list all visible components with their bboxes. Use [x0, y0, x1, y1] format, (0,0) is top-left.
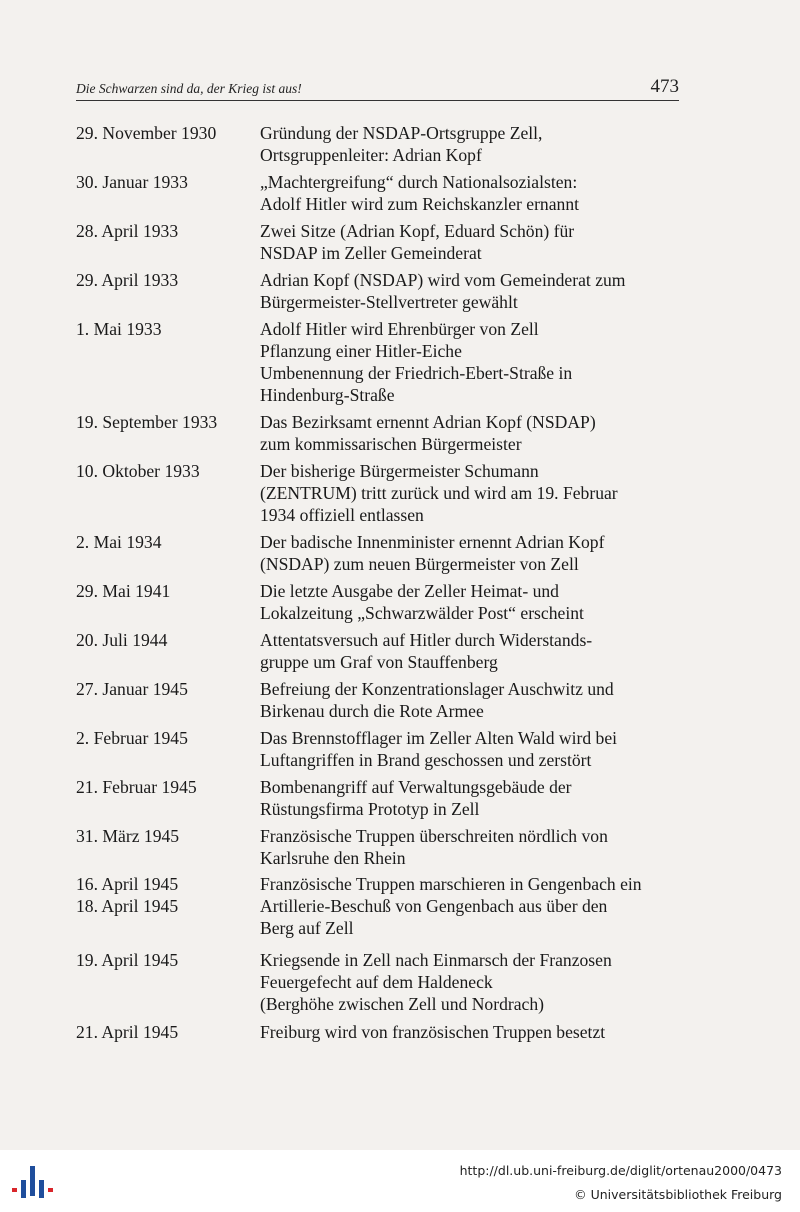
timeline-entry [76, 776, 706, 820]
entry-date: 27. Januar 1945 [76, 679, 188, 699]
timeline-entry [76, 269, 706, 313]
entry-description-line: Lokalzeitung „Schwarzwälder Post“ erscheint [260, 603, 584, 623]
entry-description [260, 318, 706, 406]
entry-description-line: (Berghöhe zwischen Zell und Nordrach) [260, 994, 545, 1014]
running-title: Die Schwarzen sind da, der Krieg ist aus! [76, 81, 302, 96]
footer [0, 1150, 800, 1212]
entry-description-line: (ZENTRUM) tritt zurück und wird am 19. Februar [260, 483, 618, 503]
entry-description [260, 727, 706, 771]
entry-description-line: Feuergefecht auf dem Haldeneck [260, 972, 493, 992]
entry-date: 21. Februar 1945 [76, 777, 197, 797]
entry-description-line: Adrian Kopf (NSDAP) wird vom Gemeinderat zum [260, 270, 626, 290]
entry-description [260, 895, 706, 939]
timeline-entry [76, 629, 706, 673]
entry-date: 19. April 1945 [76, 950, 179, 970]
entry-description-line: Das Brennstofflager im Zeller Alten Wald wird bei [260, 728, 618, 748]
timeline-entry [76, 895, 706, 939]
entry-date: 10. Oktober 1933 [76, 461, 200, 481]
entry-description-line: Befreiung der Konzentrationslager Auschwitz und [260, 679, 614, 699]
entry-description-line: Gründung der NSDAP-Ortsgruppe Zell, [260, 123, 543, 143]
entry-description-line: Freiburg wird von französischen Truppen besetzt [260, 1022, 606, 1042]
entry-date: 31. März 1945 [76, 826, 180, 846]
entry-description-line: Die letzte Ausgabe der Zeller Heimat- und [260, 581, 559, 601]
timeline-entry [76, 949, 706, 1015]
entry-date: 28. April 1933 [76, 221, 179, 241]
entry-description [260, 776, 706, 820]
entry-description-line: zum kommissarischen Bürgermeister [260, 434, 522, 454]
entry-description-line: Bürgermeister-Stellvertreter gewählt [260, 292, 518, 312]
entry-date: 29. Mai 1941 [76, 581, 171, 601]
entry-date: 2. Mai 1934 [76, 532, 162, 552]
entry-description-line: Zwei Sitze (Adrian Kopf, Eduard Schön) für [260, 221, 575, 241]
entry-description-line: (NSDAP) zum neuen Bürgermeister von Zell [260, 554, 579, 574]
entry-description-line: Der badische Innenminister ernennt Adrian Kopf [260, 532, 605, 552]
entry-description-line: Attentatsversuch auf Hitler durch Widerstands- [260, 630, 593, 650]
timeline-entry [76, 411, 706, 455]
entry-description [260, 220, 706, 264]
entry-description-line: Das Bezirksamt ernennt Adrian Kopf (NSDAP) [260, 412, 596, 432]
copyright-text: © Universitätsbibliothek Freiburg [574, 1187, 782, 1202]
entry-description-line: NSDAP im Zeller Gemeinderat [260, 243, 482, 263]
timeline-entry [76, 531, 706, 575]
entry-description-line: Französische Truppen marschieren in Gengenbach ein [260, 874, 642, 894]
entry-date: 20. Juli 1944 [76, 630, 168, 650]
timeline-entry [76, 678, 706, 722]
timeline-entry [76, 171, 706, 215]
running-head [76, 76, 679, 101]
timeline-entry [76, 580, 706, 624]
entry-date: 16. April 1945 [76, 874, 179, 894]
timeline-entry [76, 825, 706, 869]
entry-date: 2. Februar 1945 [76, 728, 188, 748]
entry-description [260, 949, 706, 1015]
page-number: 473 [650, 76, 679, 97]
entry-description-line: Bombenangriff auf Verwaltungsgebäude der [260, 777, 572, 797]
entry-description [260, 269, 706, 313]
timeline-entry [76, 727, 706, 771]
timeline-entry [76, 1021, 706, 1043]
entry-description [260, 1021, 706, 1043]
entry-description-line: Adolf Hitler wird Ehrenbürger von Zell [260, 319, 539, 339]
entry-description-line: Kriegsende in Zell nach Einmarsch der Franzosen [260, 950, 612, 970]
entry-description-line: Rüstungsfirma Prototyp in Zell [260, 799, 480, 819]
entry-description-line: 1934 offiziell entlassen [260, 505, 424, 525]
entry-date: 1. Mai 1933 [76, 319, 162, 339]
entry-description [260, 411, 706, 455]
entry-description [260, 460, 706, 526]
entry-description [260, 122, 706, 166]
entry-description [260, 678, 706, 722]
entry-description-line: Luftangriffen in Brand geschossen und zerstört [260, 750, 592, 770]
entry-description-line: Berg auf Zell [260, 918, 354, 938]
entry-date: 18. April 1945 [76, 896, 179, 916]
source-url-link[interactable]: http://dl.ub.uni-freiburg.de/diglit/ortenau2000/0473 [459, 1163, 782, 1178]
timeline-entry [76, 220, 706, 264]
ub-freiburg-logo-icon[interactable] [10, 1162, 54, 1202]
entry-description-line: Französische Truppen überschreiten nördlich von [260, 826, 608, 846]
timeline-entry [76, 122, 706, 166]
entry-date: 19. September 1933 [76, 412, 218, 432]
timeline-entry [76, 873, 706, 895]
chronology-list [76, 122, 706, 1043]
entry-description-line: gruppe um Graf von Stauffenberg [260, 652, 498, 672]
entry-date: 29. November 1930 [76, 123, 217, 143]
entry-date: 29. April 1933 [76, 270, 179, 290]
entry-description-line: Artillerie-Beschuß von Gengenbach aus über den [260, 896, 608, 916]
entry-description [260, 171, 706, 215]
entry-description [260, 531, 706, 575]
timeline-entry [76, 318, 706, 406]
entry-description [260, 873, 706, 895]
entry-description-line: Adolf Hitler wird zum Reichskanzler ernannt [260, 194, 580, 214]
entry-description [260, 629, 706, 673]
entry-description-line: Birkenau durch die Rote Armee [260, 701, 484, 721]
entry-date: 21. April 1945 [76, 1022, 179, 1042]
entry-description-line: Der bisherige Bürgermeister Schumann [260, 461, 539, 481]
entry-description-line: Karlsruhe den Rhein [260, 848, 406, 868]
entry-description-line: „Machtergreifung“ durch Nationalsozialsten: [260, 172, 578, 192]
entry-date: 30. Januar 1933 [76, 172, 188, 192]
entry-description [260, 825, 706, 869]
entry-description-line: Hindenburg-Straße [260, 385, 395, 405]
entry-description-line: Pflanzung einer Hitler-Eiche [260, 341, 462, 361]
entry-description-line: Ortsgruppenleiter: Adrian Kopf [260, 145, 482, 165]
entry-description [260, 580, 706, 624]
entry-description-line: Umbenennung der Friedrich-Ebert-Straße in [260, 363, 573, 383]
timeline-entry [76, 460, 706, 526]
